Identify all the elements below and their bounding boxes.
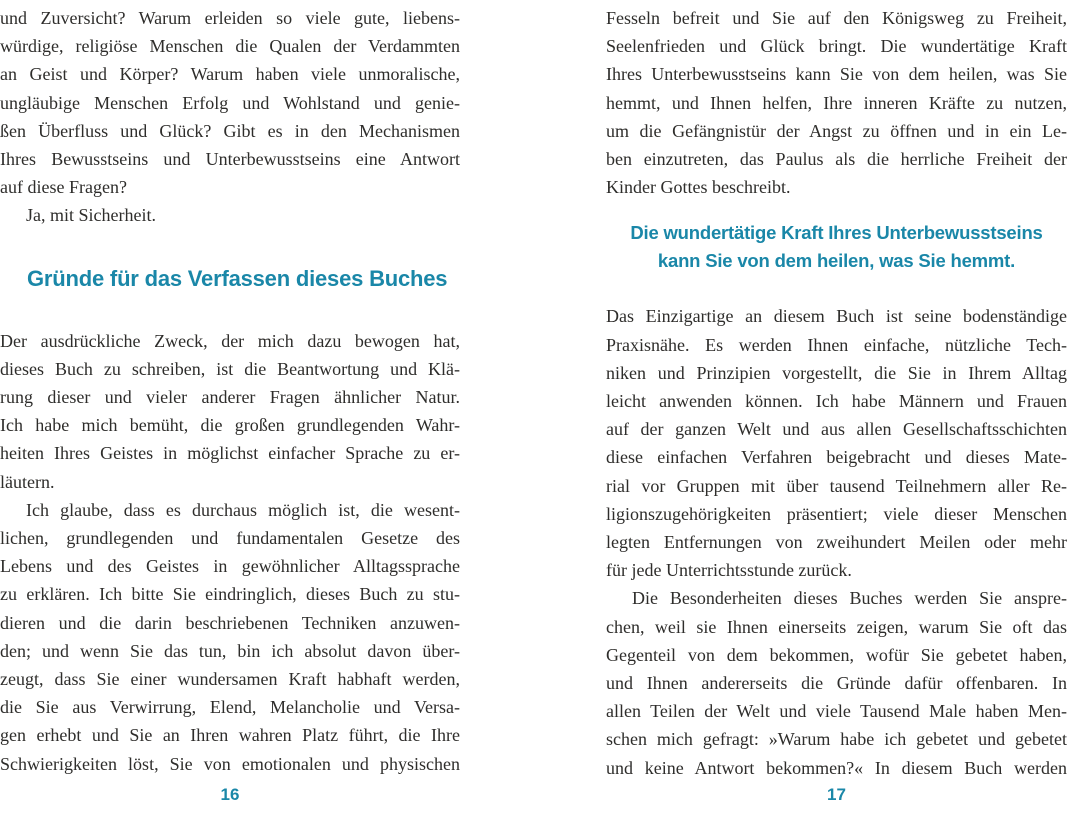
text-line: dieren und die darin beschriebenen Techniken anzuwen- <box>0 612 460 633</box>
text-line: ligionszugehörigkeiten präsentiert; viele dieser Menschen <box>606 503 1067 524</box>
text-line: und Zuversicht? Warum erleiden so viele gute, liebens- <box>0 8 460 28</box>
text-line: Lebens und des Geistes in gewöhnlicher Alltagssprache <box>0 556 460 577</box>
paragraph <box>0 496 460 778</box>
text-line: allen Teilen der Welt und viele Tausend Male haben Men- <box>606 701 1067 722</box>
paragraph <box>0 327 460 496</box>
text-line: Das Einzigartige an diesem Buch ist seine bodenständige <box>606 306 1067 327</box>
text-line: chen, weil sie Ihnen einerseits zeigen, warum Sie oft das <box>606 616 1067 637</box>
text-line: würdige, religiöse Menschen die Qualen der Verdammten <box>0 36 460 57</box>
text-line: legten Entfernungen von zweihundert Meilen oder mehr <box>606 532 1067 553</box>
pull-quote <box>606 219 1067 275</box>
text-line: um die Gefängnistür der Angst zu öffnen und in ein Le- <box>606 120 1067 141</box>
text-line: gen erhebt und Sie an Ihren wahren Platz führt, die Ihre <box>0 725 460 746</box>
paragraph <box>0 201 460 229</box>
text-line: ßen Überfluss und Glück? Gibt es in den Mechanismen <box>0 120 460 141</box>
text-line: dieses Buch zu schreiben, ist die Beantwortung und Klä- <box>0 358 460 379</box>
text-line: für jede Unterrichtsstunde zurück. <box>606 560 852 581</box>
pull-quote-line: kann Sie von dem heilen, was Sie hemmt. <box>657 250 1016 272</box>
text-line: auf der ganzen Welt und aus allen Gesellschaftsschichten <box>606 419 1067 440</box>
paragraph <box>606 584 1067 781</box>
text-line: und keine Antwort bekommen?« In diesem Buch werden <box>606 757 1067 778</box>
text-line: lichen, grundlegenden und fundamentalen Gesetze des <box>0 528 460 549</box>
text-line: auf diese Fragen? <box>0 177 127 198</box>
text-line: Ja, mit Sicherheit. <box>26 205 156 226</box>
text-line: den; und wenn Sie das tun, bin ich absolut davon über- <box>0 640 460 661</box>
text-line: Ihres Unterbewusstseins kann Sie von dem heilen, was Sie <box>606 64 1067 85</box>
section-heading: Gründe für das Verfassen dieses Buches <box>27 265 448 291</box>
paragraph <box>606 4 1067 201</box>
text-line: Fesseln befreit und Sie auf den Königsweg zu Freiheit, <box>606 8 1067 28</box>
text-line: diese einfachen Verfahren beigebracht und dieses Mate- <box>606 447 1067 468</box>
text-line: rial vor Gruppen mit über tausend Teilnehmern aller Re- <box>606 475 1067 496</box>
text-line: niken und Prinzipien vorgestellt, die Sie in Ihrem Alltag <box>606 362 1067 383</box>
text-line: zeugt, dass Sie einer wundersamen Kraft habhaft werden, <box>0 669 460 690</box>
text-line: Gegenteil von dem bekommen, wofür Sie gebetet haben, <box>606 644 1067 665</box>
text-line: heiten Ihres Geistes in möglichst einfacher Sprache zu er- <box>0 443 460 464</box>
text-line: Die Besonderheiten dieses Buches werden Sie anspre- <box>632 588 1067 609</box>
text-line: Seelenfrieden und Glück bringt. Die wundertätige Kraft <box>606 36 1067 57</box>
text-line: rung dieser und vieler anderer Fragen ähnlicher Natur. <box>0 387 460 408</box>
text-line: ungläubige Menschen Erfolg und Wohlstand und genie- <box>0 92 460 113</box>
text-line: Der ausdrückliche Zweck, der mich dazu bewogen hat, <box>0 330 460 351</box>
text-line: Ich glaube, dass es durchaus möglich ist, die wesent- <box>26 499 460 520</box>
text-line: Ihres Bewusstseins und Unterbewusstseins eine Antwort <box>0 149 460 170</box>
book-page-right-text <box>606 0 1067 782</box>
text-line: Ich habe mich bemüht, die großen grundlegenden Wahr- <box>0 415 460 436</box>
text-line: Praxisnähe. Es werden Ihnen einfache, nützliche Tech- <box>606 334 1067 355</box>
text-line: leicht anwenden können. Ich habe Männern und Frauen <box>606 391 1067 412</box>
text-line: ben einzutreten, das Paulus als die herrliche Freiheit der <box>606 149 1067 170</box>
text-line: Kinder Gottes beschreibt. <box>606 177 791 198</box>
page-number-left: 16 <box>220 785 240 804</box>
text-line: läutern. <box>0 471 55 492</box>
text-line: hemmt, und Ihnen helfen, Ihre inneren Kräfte zu nutzen, <box>606 92 1067 113</box>
paragraph <box>0 4 460 201</box>
paragraph <box>606 302 1067 584</box>
text-line: schen mich gefragt: »Warum habe ich gebetet und gebetet <box>606 729 1067 750</box>
text-line: an Geist und Körper? Warum haben viele unmoralische, <box>0 64 460 85</box>
text-line: Schwierigkeiten löst, Sie von emotionalen und physischen <box>0 753 460 774</box>
text-line: die Sie aus Verwirrung, Elend, Melancholie und Versa- <box>0 697 460 718</box>
text-line: zu erklären. Ich bitte Sie eindringlich, dieses Buch zu stu- <box>0 584 460 605</box>
text-line: und Ihnen andererseits die Gründe dafür offenbaren. In <box>606 673 1067 694</box>
book-page-left-text <box>0 0 460 778</box>
pull-quote-line: Die wundertätige Kraft Ihres Unterbewusstseins <box>630 222 1043 244</box>
page-number-right: 17 <box>827 785 846 804</box>
